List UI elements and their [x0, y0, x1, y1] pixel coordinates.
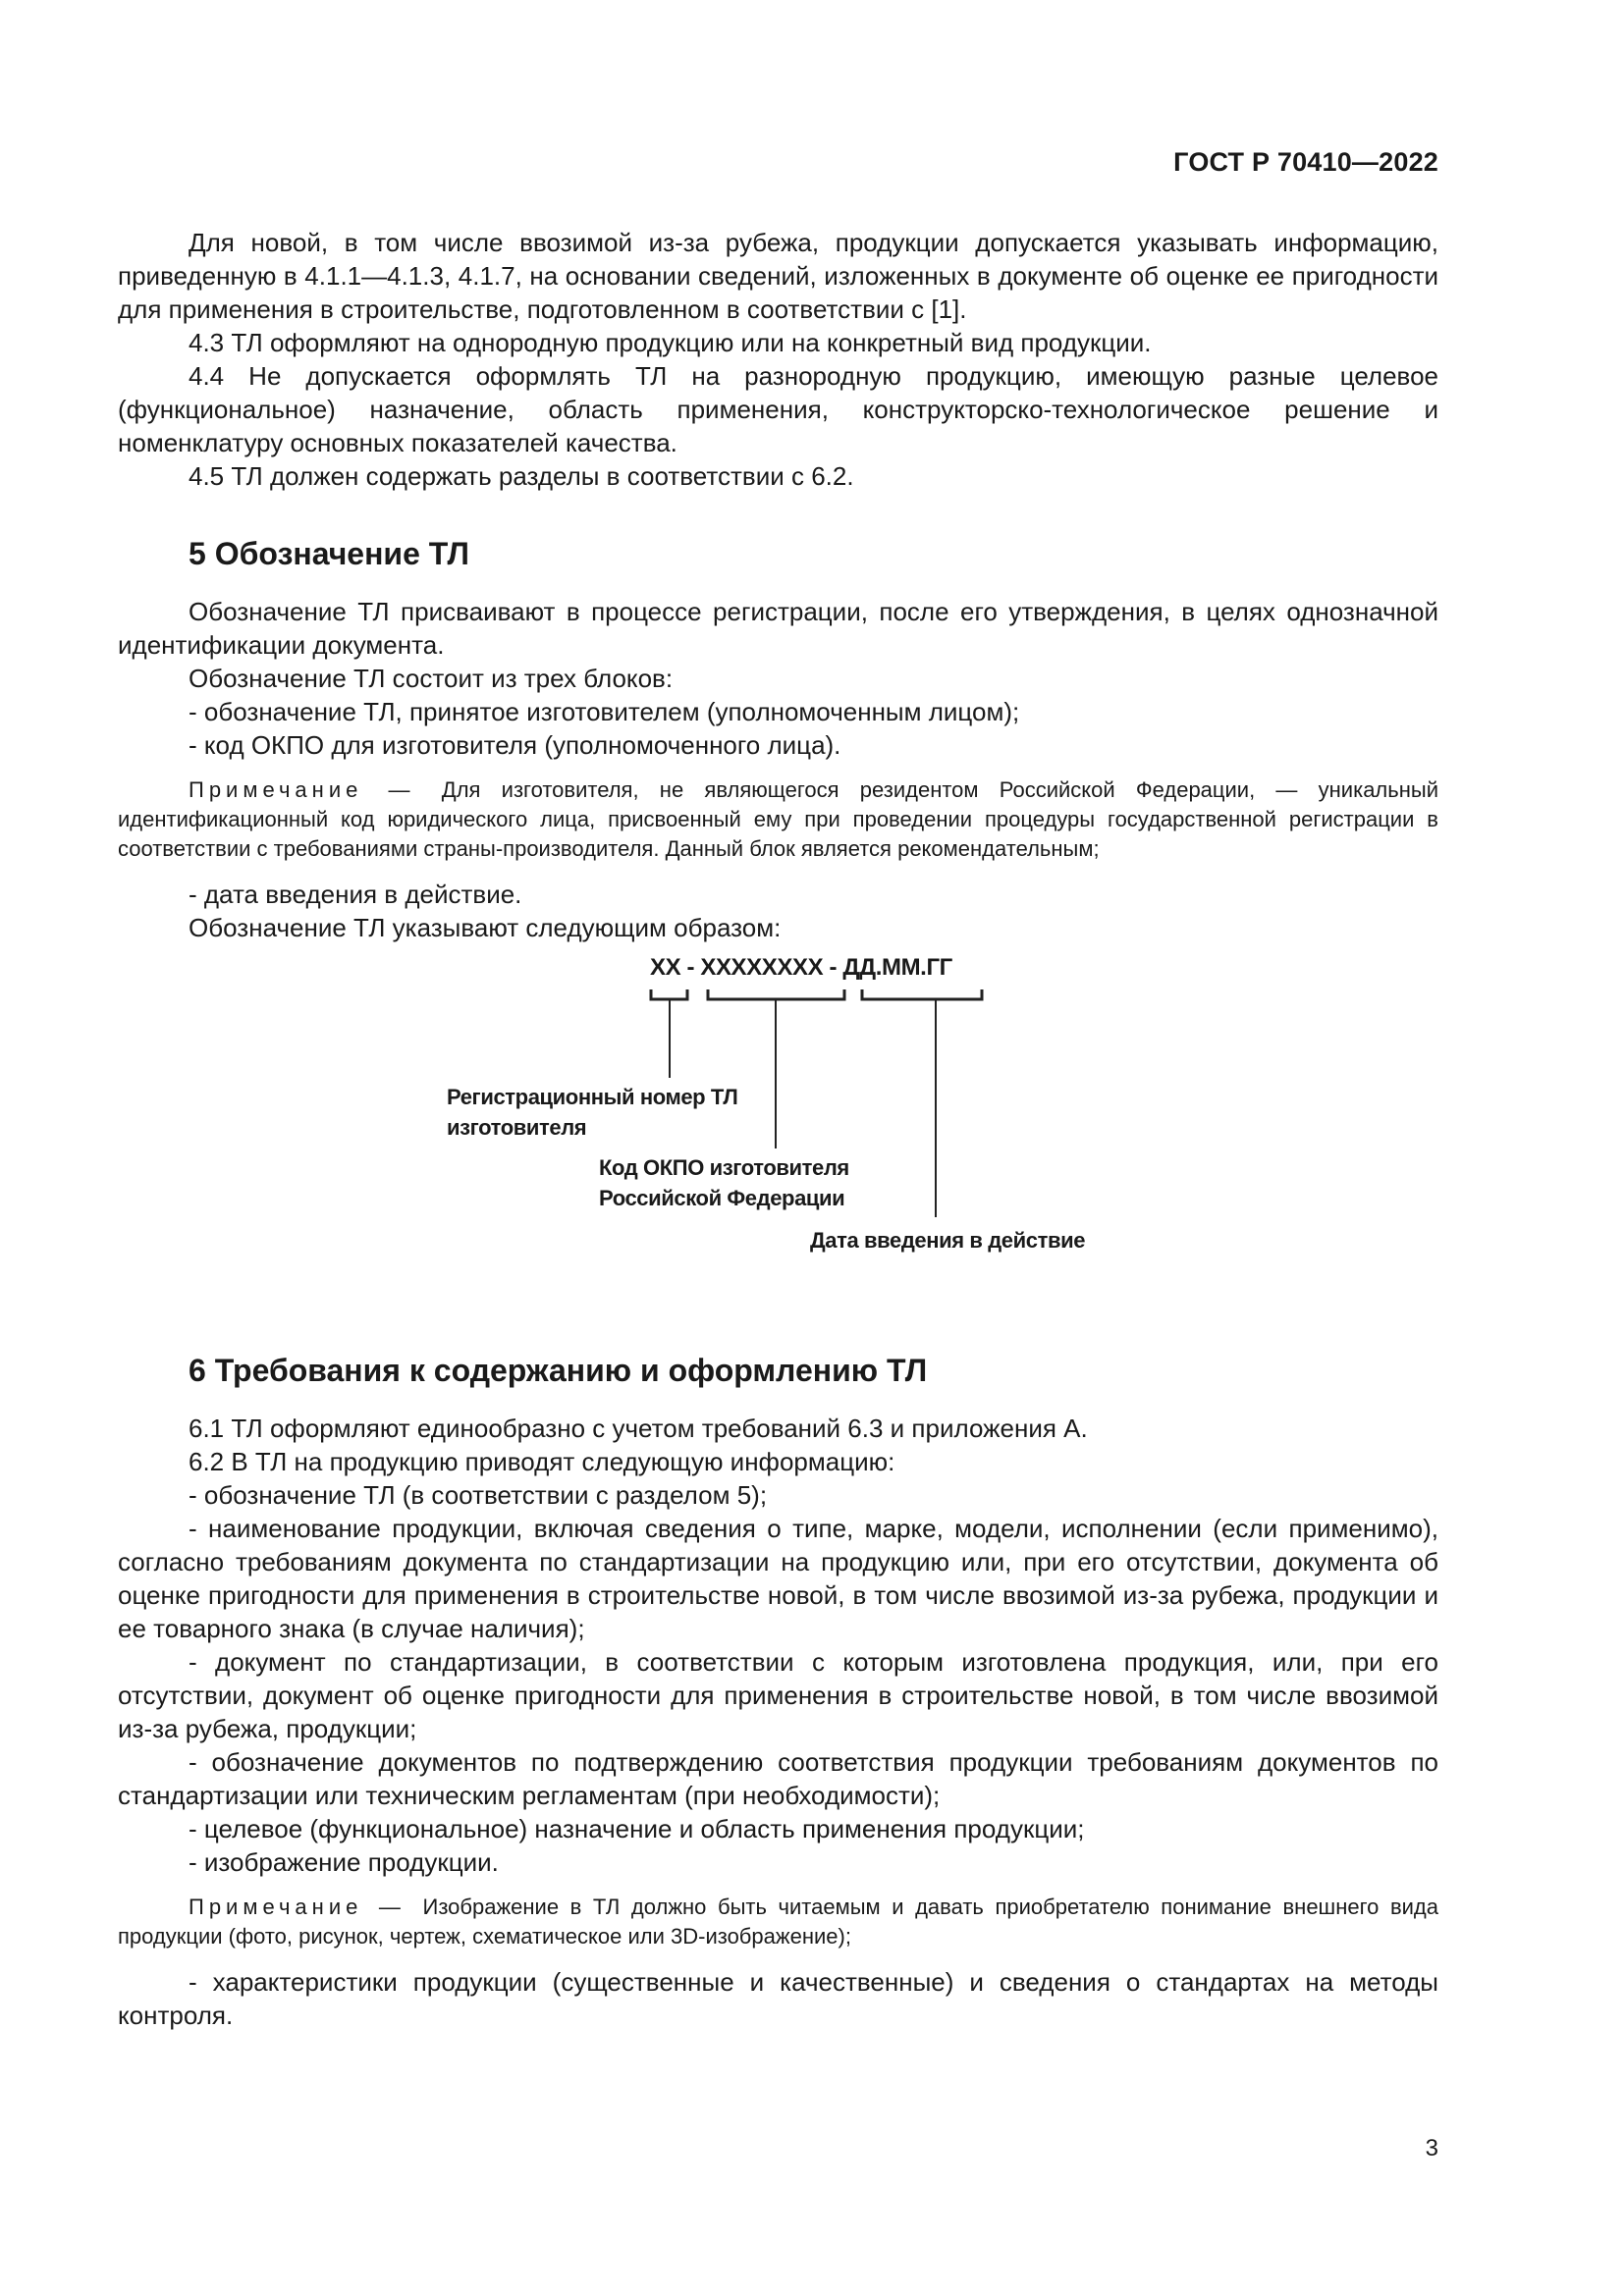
diagram-lines	[118, 952, 1438, 1325]
note	[118, 775, 1438, 864]
bracket-xx	[651, 989, 687, 999]
note-text: Для изготовителя, не являющегося резидентом Российской Федерации, — уникальный идентификационный код юридического лица, присвоенный ему при проведении процедуры государственной регистрации в соответствии с требованиями страны-производителя. Данный блок является рекомендательным;	[118, 777, 1438, 861]
page-number: 3	[1425, 2135, 1438, 2162]
paragraph-6-1: 6.1 ТЛ оформляют единообразно с учетом требований 6.3 и приложения А.	[189, 1414, 1088, 1443]
label-line: Код ОКПО изготовителя	[599, 1155, 849, 1180]
list-item: - обозначение документов по подтверждению соответствия продукции требованиям документов по стандартизации или техническим регламентам (при необходимости);	[118, 1747, 1438, 1810]
list-item: - документ по стандартизации, в соответствии с которым изготовлена продукция, или, при его отсутствии, документ об оценке пригодности для применения в строительстве новой, в том числе ввозимой из-за рубежа, продукции;	[118, 1647, 1438, 1743]
paragraph-4-3: 4.3 ТЛ оформляют на однородную продукцию или на конкретный вид продукции.	[189, 328, 1152, 357]
list-item: - целевое (функциональное) назначение и область применения продукции;	[189, 1814, 1085, 1843]
bracket-okpo	[708, 989, 844, 999]
designation-diagram	[118, 952, 1438, 1325]
note-text: Изображение в ТЛ должно быть читаемым и давать приобретателю понимание внешнего вида продукции (фото, рисунок, чертеж, схематическое или 3D-изображение);	[118, 1895, 1438, 1949]
label-registration-number	[447, 1082, 737, 1143]
list-item: - обозначение ТЛ, принятое изготовителем (уполномоченным лицом);	[189, 697, 1020, 726]
list-item: - обозначение ТЛ (в соответствии с разделом 5);	[189, 1480, 768, 1510]
paragraph: Для новой, в том числе ввозимой из-за рубежа, продукции допускается указывать информацию, приведенную в 4.1.1—4.1.3, 4.1.7, на основании сведений, изложенных в документе об оценке ее пригодности для применения в строительстве, подготовленном в соответствии с [1].	[118, 228, 1438, 324]
label-line: Российской Федерации	[599, 1186, 845, 1210]
list-item: - характеристики продукции (существенные и качественные) и сведения о стандартах на методы контроля.	[118, 1967, 1438, 2030]
note-label: Примечание —	[189, 1895, 406, 1919]
label-line: Регистрационный номер ТЛ	[447, 1085, 738, 1109]
paragraph-4-4: 4.4 Не допускается оформлять ТЛ на разнородную продукцию, имеющую разные целевое (функциональное) назначение, область применения, конструкторско-технологическое решение и номенклатуру основных показателей качества.	[118, 361, 1438, 457]
section-5-heading: 5 Обозначение ТЛ	[189, 536, 469, 571]
label-effective-date: Дата введения в действие	[810, 1228, 1086, 1253]
paragraph: Обозначение ТЛ указывают следующим образом:	[189, 913, 782, 942]
list-item: - изображение продукции.	[189, 1847, 499, 1877]
paragraph: Обозначение ТЛ состоит из трех блоков:	[189, 664, 674, 693]
paragraph-6-2: 6.2 В ТЛ на продукцию приводят следующую информацию:	[189, 1447, 895, 1476]
designation-code: XX - XXXXXXXX - ДД.ММ.ГГ	[650, 954, 952, 981]
page-content	[118, 226, 1438, 2032]
paragraph: Обозначение ТЛ присваивают в процессе регистрации, после его утверждения, в целях однозначной идентификации документа.	[118, 597, 1438, 660]
list-item: - наименование продукции, включая сведения о типе, марке, модели, исполнении (если применимо), согласно требованиям документа по стандартизации на продукцию или, при его отсутствии, документа об оценке пригодности для применения в строительстве новой, в том числе ввозимой из-за рубежа, продукции и ее товарного знака (в случае наличия);	[118, 1514, 1438, 1643]
note	[118, 1893, 1438, 1951]
label-okpo-code	[599, 1152, 849, 1213]
list-item: - дата введения в действие.	[189, 880, 522, 909]
note-label: Примечание —	[189, 777, 415, 802]
section-6-heading: 6 Требования к содержанию и оформлению ТЛ	[189, 1353, 928, 1388]
list-item: - код ОКПО для изготовителя (уполномоченного лица).	[189, 730, 841, 760]
bracket-date	[862, 989, 982, 999]
label-line: изготовителя	[447, 1115, 587, 1140]
paragraph-4-5: 4.5 ТЛ должен содержать разделы в соответствии с 6.2.	[189, 461, 854, 491]
document-standard-number: ГОСТ Р 70410—2022	[1173, 147, 1438, 177]
